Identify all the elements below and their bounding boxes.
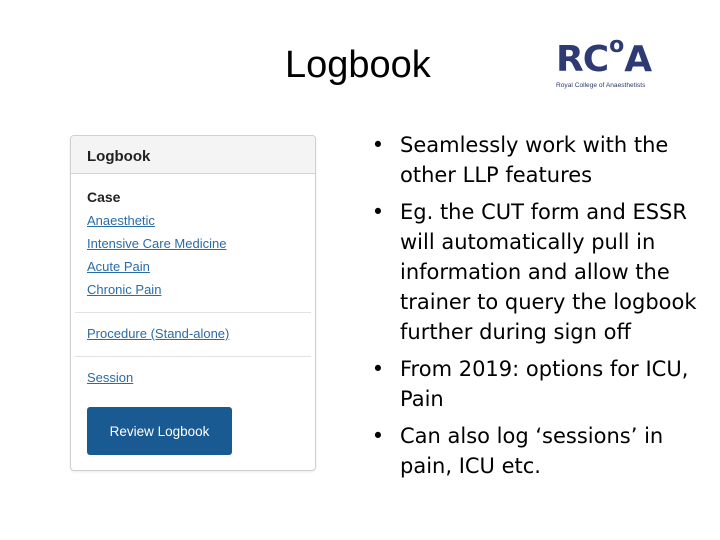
bullet-dot-icon: • (371, 133, 385, 157)
slide-title: Logbook (285, 44, 431, 86)
divider (75, 356, 311, 357)
link-procedure-stand-alone[interactable]: Procedure (Stand-alone) (87, 326, 230, 341)
bullet-text: Seamlessly work with the other LLP features (400, 133, 669, 187)
logbook-panel (70, 135, 316, 471)
rcoa-logo (556, 33, 668, 94)
logo-letter-c: C (582, 39, 609, 80)
panel-header: Logbook (71, 136, 315, 174)
bullet-text: Can also log ‘sessions’ in pain, ICU etc. (400, 424, 664, 478)
link-intensive-care-medicine[interactable]: Intensive Care Medicine (87, 236, 227, 251)
logo-subtitle: Royal College of Anaesthetists (556, 82, 646, 89)
divider (75, 312, 311, 313)
bullet-dot-icon: • (371, 357, 385, 381)
bullet-list (368, 130, 708, 488)
logo-mark (556, 33, 668, 80)
bullet-item (368, 354, 708, 414)
bullet-item (368, 421, 708, 481)
logo-letter-o: o (609, 33, 624, 58)
link-session[interactable]: Session (87, 370, 134, 385)
link-anaesthetic[interactable]: Anaesthetic (87, 213, 155, 228)
bullet-item (368, 130, 708, 190)
bullet-item (368, 197, 708, 347)
bullet-text: From 2019: options for ICU, Pain (400, 357, 689, 411)
logo-letter-r: R (556, 39, 583, 80)
bullet-dot-icon: • (371, 424, 385, 448)
link-acute-pain[interactable]: Acute Pain (87, 259, 150, 274)
bullet-text: Eg. the CUT form and ESSR will automatically pull in information and allow the trainer to query the logbook further during sign off (400, 200, 697, 344)
review-logbook-button[interactable]: Review Logbook (87, 407, 232, 455)
logo-letter-a: A (624, 39, 652, 80)
link-chronic-pain[interactable]: Chronic Pain (87, 282, 162, 297)
bullet-dot-icon: • (371, 200, 385, 224)
case-label: Case (87, 189, 121, 205)
